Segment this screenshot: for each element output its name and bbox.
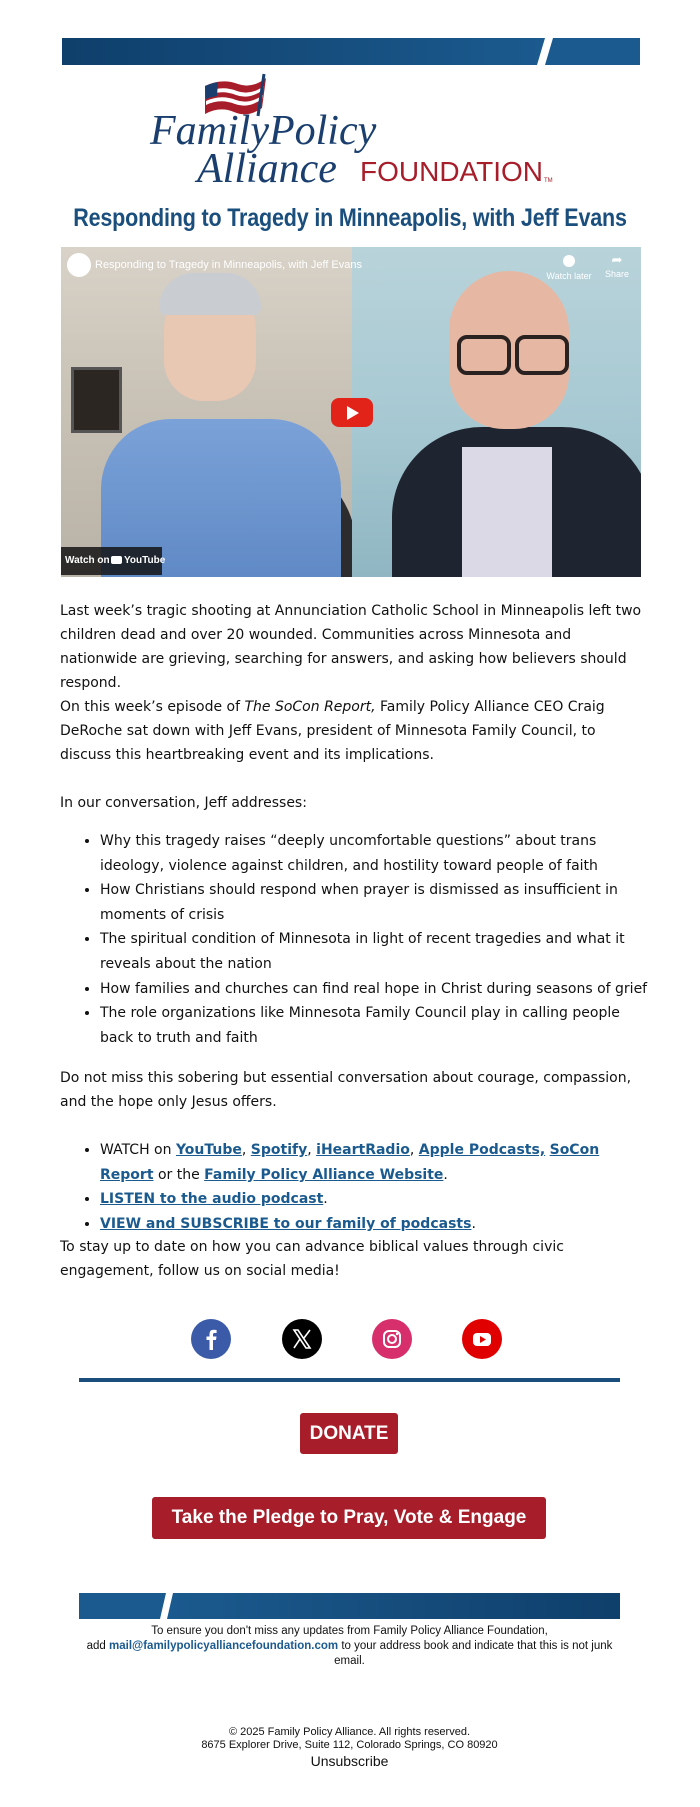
socon-report-link[interactable]: SoCon Report [100, 1142, 600, 1183]
footer-legal [79, 1726, 620, 1752]
footer-email-link[interactable]: mail@familypolicyalliancefoundation.com [109, 1640, 339, 1652]
guest-glasses-right [515, 335, 569, 375]
channel-avatar-icon[interactable] [67, 253, 91, 277]
intro-paragraph: Last week’s tragic shooting at Annunciation Catholic School in Minneapolis left two children dead and over 20 wounded. Communities across Minnesota and nationwide are grieving, searching for answers, and asking how believers should respond. [60, 603, 642, 691]
x-icon[interactable] [282, 1319, 322, 1359]
divider [79, 1378, 620, 1382]
postal-address: 8675 Explorer Drive, Suite 112, Colorado Springs, CO 80920 [201, 1739, 498, 1751]
footer-notice [79, 1624, 620, 1669]
copyright: © 2025 Family Policy Alliance. All rights reserved. [228, 1726, 471, 1738]
subscribe-item: • VIEW and SUBSCRIBE to our family of podcasts. [100, 1212, 650, 1237]
or-the-text: or the [153, 1166, 200, 1183]
footer-notice-line1: To ensure you don't miss any updates from Family Policy Alliance Foundation, [151, 1625, 548, 1637]
watch-prefix: WATCH on [100, 1142, 176, 1158]
footer-bar [79, 1593, 620, 1619]
guest-shirt [462, 447, 552, 577]
listen-podcast-link[interactable]: LISTEN to the audio podcast [100, 1191, 324, 1208]
episode-text-start: On this week’s episode of [60, 699, 245, 715]
social-intro-paragraph: To stay up to date on how you can advance biblical values through civic engagement, follow us on social media! [60, 1239, 564, 1279]
host-hair [159, 273, 261, 315]
subscribe-podcasts-link[interactable]: VIEW and SUBSCRIBE to our family of podcasts [100, 1215, 472, 1232]
list-item: • How families and churches can find real hope in Christ during seasons of grief [100, 977, 650, 1002]
donate-button[interactable]: DONATE [300, 1413, 398, 1454]
iheartradio-link[interactable]: iHeartRadio [316, 1142, 410, 1158]
watch-on-label: Watch on [65, 555, 110, 566]
apple-podcasts-link[interactable]: Apple Podcasts, [418, 1142, 546, 1158]
closing-paragraph: Do not miss this sobering but essential conversation about courage, compassion, and the hope only Jesus offers. [60, 1070, 632, 1110]
unsubscribe-link[interactable]: Unsubscribe [310, 1753, 389, 1769]
show-name: The SoCon Report, [244, 699, 376, 715]
listen-item: • LISTEN to the audio podcast. [100, 1187, 650, 1212]
youtube-icon[interactable] [462, 1319, 502, 1359]
youtube-link[interactable]: YouTube [175, 1142, 242, 1158]
logo-wordmark-line1: FamilyPolicy [150, 108, 377, 154]
footer-add: add [86, 1640, 109, 1652]
guest-glasses-left [457, 335, 511, 375]
website-link[interactable]: Family Policy Alliance Website [204, 1166, 444, 1183]
episode-paragraph [60, 695, 650, 767]
instagram-icon[interactable] [372, 1319, 412, 1359]
video-left-panel [61, 247, 352, 577]
list-item: • How Christians should respond when prayer is dismissed as insufficient in moments of crisis [100, 878, 650, 927]
share-label: Share [604, 269, 630, 279]
youtube-logo-icon [111, 556, 122, 564]
addresses-intro: In our conversation, Jeff addresses: [60, 795, 307, 811]
footer-notice-line2: to your address book and indicate that this is not junk email. [334, 1640, 613, 1667]
list-item: • The role organizations like Minnesota Family Council play in calling people back to truth and faith [100, 1001, 650, 1050]
episode-text-end: Family Policy Alliance CEO Craig DeRoche sat down with Jeff Evans, president of Minnesota Family Council, to discuss this heartbreaking event and its implications. [60, 699, 605, 763]
share-button[interactable] [595, 253, 639, 279]
logo-wordmark-line3: FOUNDATION [360, 156, 544, 187]
watch-links-item: • WATCH on YouTube, Spotify, iHeartRadio, Apple Podcasts, SoCon Report or the Family Policy Alliance Website. [100, 1138, 650, 1187]
newsletter-headline: Responding to Tragedy in Minneapolis, with Jeff Evans [73, 204, 627, 232]
play-button[interactable] [331, 398, 373, 427]
pledge-button[interactable]: Take the Pledge to Pray, Vote & Engage [152, 1497, 546, 1539]
share-arrow-icon: ➦ [611, 252, 623, 267]
video-title[interactable]: Responding to Tragedy in Minneapolis, with Jeff Evans [95, 259, 363, 271]
watch-on-youtube-button[interactable] [61, 547, 166, 575]
logo-wordmark-line2: Alliance [197, 146, 337, 190]
watch-later-label: Watch later [546, 271, 592, 281]
family-policy-alliance-logo[interactable] [0, 72, 700, 190]
video-right-panel [352, 247, 641, 577]
links-list [60, 1138, 650, 1236]
header-bar [62, 38, 640, 65]
watch-later-button[interactable] [544, 253, 594, 281]
logo-trademark: TM [544, 178, 553, 184]
spotify-link[interactable]: Spotify [250, 1142, 308, 1158]
facebook-icon[interactable] [191, 1319, 231, 1359]
picture-frame [71, 367, 122, 433]
list-item: • The spiritual condition of Minnesota in light of recent tragedies and what it reveals about the nation [100, 927, 650, 976]
youtube-wordmark: YouTube [124, 555, 166, 566]
topics-list [60, 829, 650, 1050]
clock-icon [563, 255, 575, 267]
list-item: • Why this tragedy raises “deeply uncomfortable questions” about trans ideology, violence against children, and hostility toward people of faith [100, 829, 650, 878]
youtube-video-embed[interactable] [61, 247, 641, 577]
